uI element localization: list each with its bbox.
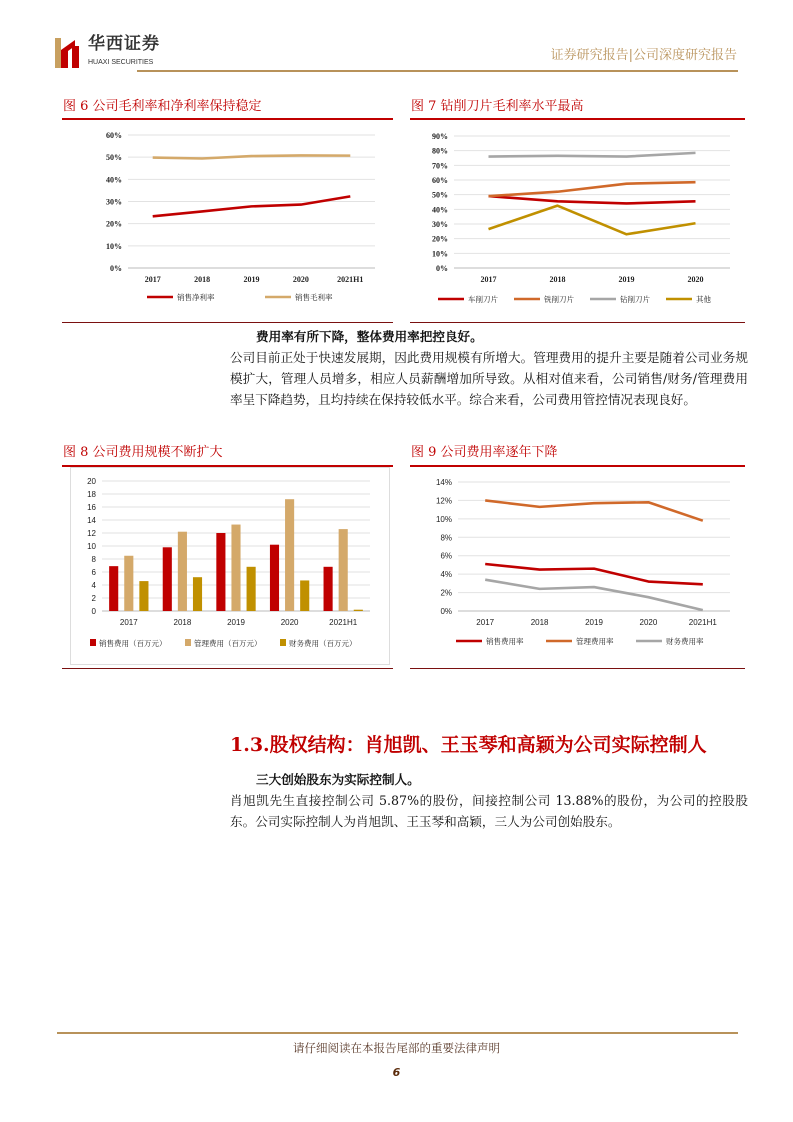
y-tick-label: 2 (91, 594, 96, 603)
paragraph-expenses (230, 326, 748, 410)
legend-label: 管理费用率 (576, 637, 614, 646)
series-line-2 (489, 182, 696, 196)
bar-2 (231, 525, 240, 611)
x-tick-label: 2018 (173, 618, 192, 627)
bar-3 (300, 580, 309, 611)
x-tick-label: 2020 (687, 275, 704, 284)
fig7-bottom-rule (410, 322, 745, 323)
y-tick-label: 20 (87, 477, 96, 486)
bar-1 (324, 567, 333, 611)
series-line-3 (485, 580, 703, 610)
y-tick-label: 30% (432, 220, 448, 229)
legend-label: 销售费用（百万元） (99, 639, 167, 648)
y-tick-label: 50% (106, 153, 122, 163)
x-tick-label: 2017 (476, 618, 495, 627)
paragraph-lead: 三大创始股东为实际控制人。 (256, 772, 420, 787)
y-tick-label: 12% (435, 496, 452, 506)
y-tick-label: 10% (432, 249, 448, 259)
y-tick-label: 14 (87, 516, 96, 525)
bar-3 (193, 577, 202, 611)
y-tick-label: 10% (435, 514, 452, 524)
fig9-chart (410, 467, 745, 663)
fig6-bottom-rule (62, 322, 393, 323)
x-tick-label: 2021H1 (337, 275, 364, 284)
y-tick-label: 0% (436, 264, 448, 273)
x-tick-label: 2018 (194, 275, 211, 284)
y-tick-label: 20% (106, 219, 122, 229)
bar-1 (216, 533, 225, 611)
series-line-4 (489, 206, 696, 235)
bar-2 (285, 499, 294, 611)
y-tick-label: 6% (440, 551, 452, 561)
fig8-chart (62, 467, 393, 663)
x-tick-label: 2019 (243, 275, 260, 284)
bar-3 (354, 610, 363, 611)
bar-2 (124, 556, 133, 611)
fig8-title: 图 8 公司费用规模不断扩大 (63, 445, 223, 460)
bar-2 (178, 532, 187, 611)
x-tick-label: 2020 (280, 618, 299, 627)
y-tick-label: 10 (87, 542, 96, 551)
legend-label: 销售净利率 (177, 293, 215, 302)
logo-name-en: HUAXI SECURITIES (88, 59, 154, 66)
legend-swatch (280, 639, 286, 646)
x-tick-label: 2017 (144, 275, 161, 284)
legend-swatch (90, 639, 96, 646)
y-tick-label: 18 (87, 490, 96, 499)
y-tick-label: 4 (91, 581, 96, 590)
legend-label: 铣削刀片 (544, 295, 574, 304)
fig9-bottom-rule (410, 668, 745, 669)
y-tick-label: 40% (432, 205, 448, 215)
y-tick-label: 0% (110, 264, 122, 273)
series-line-3 (489, 153, 696, 157)
y-tick-label: 4% (440, 570, 452, 580)
y-tick-label: 70% (432, 161, 448, 171)
footer-disclaimer: 请仔细阅读在本报告尾部的重要法律声明 (293, 1041, 500, 1055)
bar-3 (247, 567, 256, 611)
fig7-chart (410, 120, 745, 320)
y-tick-label: 10% (106, 241, 122, 251)
section-heading: 1.3.股权结构：肖旭凯、王玉琴和高颖为公司实际控制人 (230, 734, 707, 756)
y-tick-label: 2% (440, 588, 452, 598)
y-tick-label: 16 (87, 503, 96, 512)
x-tick-label: 2020 (639, 618, 658, 627)
y-tick-label: 60% (432, 176, 448, 185)
x-tick-label: 2021H1 (329, 618, 358, 627)
x-tick-label: 2017 (119, 618, 138, 627)
fig6-chart (62, 120, 393, 320)
y-tick-label: 0% (440, 607, 452, 616)
y-tick-label: 12 (87, 529, 96, 538)
legend-swatch (185, 639, 191, 646)
legend-label: 管理费用（百万元） (194, 639, 262, 648)
fig8-bottom-rule (62, 668, 393, 669)
page-number: 6 (392, 1066, 401, 1079)
y-tick-label: 60% (106, 131, 122, 140)
paragraph-shareholders (230, 769, 748, 832)
y-tick-label: 50% (432, 190, 448, 200)
paragraph-text: 公司目前正处于快速发展期，因此费用规模有所增大。管理费用的提升主要是随着公司业务规模扩大，管理人员增多，相应人员薪酬增加所导致。从相对值来看，公司销售/财务/管理费用率呈下降趋势，且均持续在保持较低水平。综合来看，公司费用管控情况表现良好。 (230, 350, 748, 407)
report-type: 证券研究报告|公司深度研究报告 (550, 48, 737, 63)
y-tick-label: 80% (432, 146, 448, 156)
bar-1 (163, 547, 172, 611)
x-tick-label: 2021H1 (688, 618, 717, 627)
y-tick-label: 6 (91, 568, 96, 577)
legend-label: 销售毛利率 (295, 293, 333, 302)
x-tick-label: 2019 (618, 275, 635, 284)
footer-divider (57, 1032, 738, 1034)
logo-name-cn: 华西证券 (88, 34, 160, 54)
legend-label: 财务费用（百万元） (289, 639, 357, 648)
legend-label: 其他 (696, 295, 711, 304)
series-line-1 (489, 196, 696, 203)
y-tick-label: 8 (91, 555, 96, 564)
y-tick-label: 0 (91, 607, 96, 616)
fig9-title: 图 9 公司费用率逐年下降 (411, 445, 558, 460)
y-tick-label: 8% (440, 533, 452, 543)
bar-2 (339, 529, 348, 611)
fig6-title: 图 6 公司毛利率和净利率保持稳定 (63, 99, 262, 114)
y-tick-label: 20% (432, 234, 448, 244)
x-tick-label: 2019 (585, 618, 603, 627)
x-tick-label: 2018 (530, 618, 549, 627)
bar-3 (139, 581, 148, 611)
header-divider (137, 70, 738, 72)
legend-label: 财务费用率 (666, 637, 704, 646)
x-tick-label: 2020 (292, 275, 309, 284)
paragraph-text: 肖旭凯先生直接控制公司 5.87%的股份，间接控制公司 13.88%的股份，为公司的控股股东。公司实际控制人为肖旭凯、王玉琴和高颖，三人为公司创始股东。 (230, 793, 748, 829)
bar-1 (109, 566, 118, 611)
x-tick-label: 2017 (480, 275, 497, 284)
paragraph-lead: 费用率有所下降，整体费用率把控良好。 (256, 329, 483, 344)
legend-label: 车削刀片 (468, 295, 498, 304)
legend-label: 钻削刀片 (620, 295, 650, 304)
y-tick-label: 30% (106, 197, 122, 207)
series-line-1 (153, 196, 351, 216)
logo-icon (55, 38, 81, 68)
series-line-2 (485, 500, 703, 520)
legend-label: 销售费用率 (486, 637, 524, 646)
y-tick-label: 40% (106, 175, 122, 185)
bar-1 (270, 545, 279, 611)
x-tick-label: 2019 (227, 618, 245, 627)
y-tick-label: 90% (432, 132, 448, 141)
y-tick-label: 14% (435, 478, 452, 487)
x-tick-label: 2018 (549, 275, 566, 284)
fig7-title: 图 7 钻削刀片毛利率水平最高 (411, 99, 584, 114)
